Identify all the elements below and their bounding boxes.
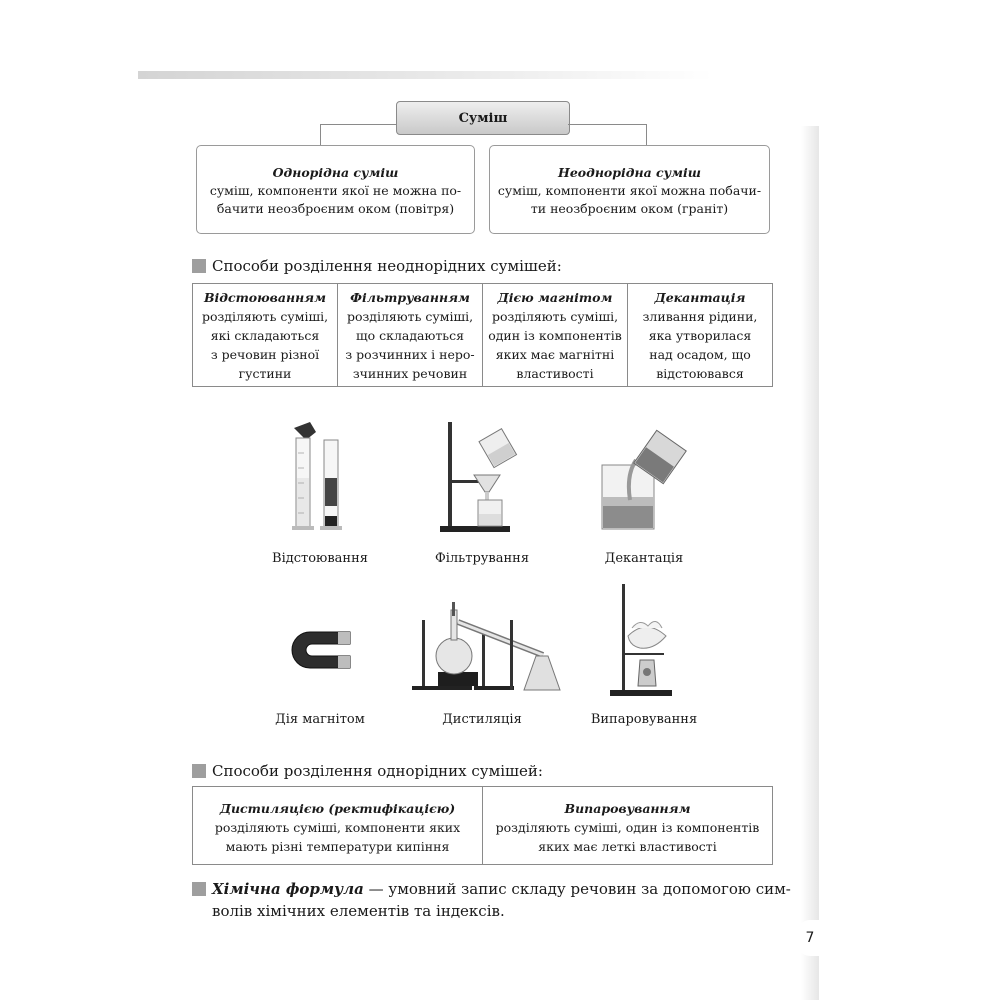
heterogeneous-desc-line: суміш, компоненти якої можна побачи- — [497, 183, 762, 198]
heading-text: Способи розділення неоднорідних сумішей: — [212, 257, 562, 275]
top-decor-bar — [138, 71, 713, 79]
heterogeneous-methods-table — [192, 283, 773, 387]
side-decor-bar — [801, 126, 819, 1000]
evaporation-stand-illustration — [606, 582, 678, 700]
method-line: розділяють суміші, компоненти яких — [214, 820, 461, 835]
method-line: яких має леткі властивості — [538, 839, 717, 854]
method-title: Декантація — [654, 290, 746, 305]
bullet-square-icon — [192, 259, 206, 273]
method-title: Дистиляцією (ректифікацією) — [219, 801, 456, 816]
formula-def-line: волів хімічних елементів та індексів. — [212, 902, 505, 920]
connector-right-h — [568, 124, 647, 125]
method-line: розділяють суміші, — [201, 309, 329, 324]
homogeneous-desc-line: суміш, компоненти якої не можна по- — [209, 183, 462, 198]
connector-left-h — [320, 124, 396, 125]
method-line: з розчинних і неро- — [345, 347, 475, 362]
mixture-root-box: Суміш — [396, 101, 570, 135]
homogeneous-section-heading — [192, 762, 543, 780]
bullet-square-icon — [192, 882, 206, 896]
heading-text: Способи розділення однорідних сумішей: — [212, 762, 543, 780]
heterogeneous-section-heading — [192, 257, 562, 275]
method-title: Фільтруванням — [350, 290, 470, 305]
method-line: густини — [238, 366, 292, 381]
heterogeneous-mixture-box — [489, 145, 770, 234]
method-cell-decantation — [628, 284, 773, 387]
figure-caption: Відстоювання — [272, 551, 368, 566]
connector-right-v — [646, 124, 647, 146]
homogeneous-title: Однорідна суміш — [272, 165, 399, 180]
method-cell-distillation — [193, 787, 483, 865]
method-line: яка утворилася — [648, 328, 752, 343]
settling-cylinders-illustration — [280, 418, 350, 533]
homogeneous-methods-table — [192, 786, 773, 865]
figure-caption: Фільтрування — [434, 551, 530, 566]
method-line: розділяють суміші, — [491, 309, 619, 324]
method-cell-settling — [193, 284, 338, 387]
figure-caption: Випаровування — [590, 712, 698, 727]
formula-def-line: — умовний запис складу речовин за допомогою сим- — [363, 880, 791, 898]
distillation-apparatus-illustration — [408, 600, 563, 695]
heterogeneous-title: Неоднорідна суміш — [558, 165, 701, 180]
method-line: з речовин різної — [210, 347, 320, 362]
chemical-formula-note — [192, 878, 792, 922]
method-title: Відстоюванням — [203, 290, 327, 305]
page-number: 7 — [796, 920, 824, 956]
homogeneous-mixture-box — [196, 145, 475, 234]
formula-term: Хімічна формула — [212, 880, 364, 898]
method-line: розділяють суміші, — [346, 309, 474, 324]
method-line: зчинних речовин — [352, 366, 468, 381]
method-line: зливання рідини, — [642, 309, 758, 324]
method-title: Дією магнітом — [497, 290, 613, 305]
figure-caption: Дистиляція — [442, 712, 522, 727]
connector-left-v — [320, 124, 321, 146]
method-line: над осадом, що — [649, 347, 751, 362]
method-line: мають різні температури кипіння — [225, 839, 450, 854]
homogeneous-desc-line: бачити неозброєним оком (повітря) — [216, 201, 455, 216]
filtration-stand-illustration — [440, 420, 525, 535]
figure-caption: Декантація — [604, 551, 684, 566]
method-line: що складаються — [356, 328, 464, 343]
method-line: один із компонентів — [488, 328, 622, 343]
horseshoe-magnet-icon — [280, 622, 360, 674]
method-cell-magnet — [483, 284, 628, 387]
figure-caption: Дія магнітом — [275, 712, 365, 727]
method-line: яких має магнітні — [495, 347, 615, 362]
decantation-beakers-illustration — [598, 435, 688, 533]
method-line: розділяють суміші, один із компонентів — [495, 820, 760, 835]
bullet-square-icon — [192, 764, 206, 778]
method-cell-filtering — [338, 284, 483, 387]
method-title: Випаровуванням — [564, 801, 691, 816]
method-line: відстоювався — [656, 366, 744, 381]
method-line: які складаються — [210, 328, 320, 343]
method-line: властивості — [516, 366, 594, 381]
method-cell-evaporation — [483, 787, 773, 865]
heterogeneous-desc-line: ти неозброєним оком (граніт) — [530, 201, 729, 216]
